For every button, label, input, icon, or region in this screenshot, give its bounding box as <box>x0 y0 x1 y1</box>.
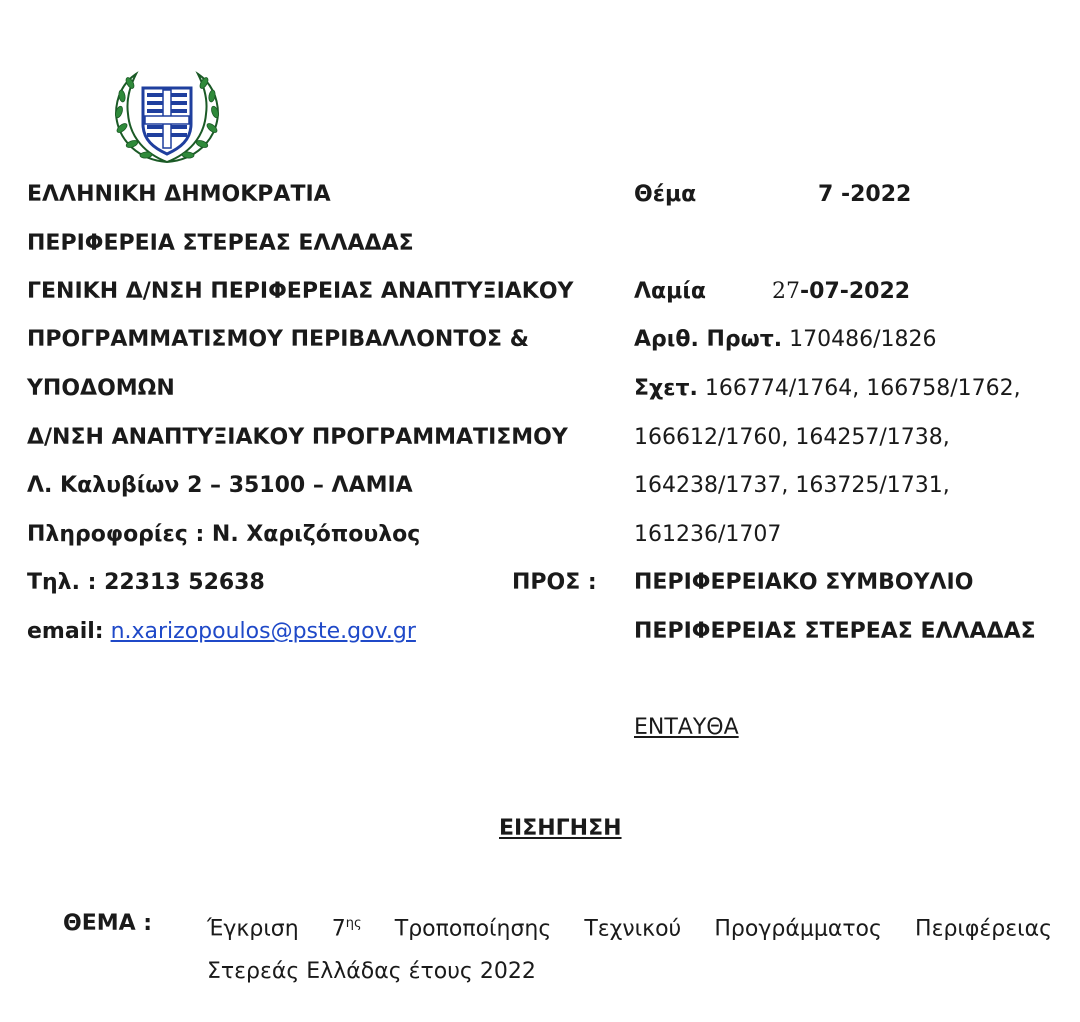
recipient-line-2: ΠΕΡΙΦΕΡΕΙΑΣ ΣΤΕΡΕΑΣ ΕΛΛΑΔΑΣ <box>634 619 1036 644</box>
recipient-line-1: ΠΕΡΙΦΕΡΕΙΑΚΟ ΣΥΜΒΟΥΛΙΟ <box>634 570 974 595</box>
date-day: 27 <box>772 279 800 304</box>
date-row <box>772 278 910 306</box>
info-contact: Πληροφορίες : Ν. Χαριζόπουλος <box>27 522 421 547</box>
subject-label: Θέμα <box>634 182 697 207</box>
related-line-4: 161236/1707 <box>634 522 782 547</box>
theme-text-part-2: Τροποποίησης Τεχνικού Προγράμματος Περιφέρειας <box>394 916 1052 942</box>
directorate-line-1: ΓΕΝΙΚΗ Δ/ΝΣΗ ΠΕΡΙΦΕΡΕΙΑΣ ΑΝΑΠΤΥΞΙΑΚΟΥ <box>27 279 574 304</box>
date-month-year: -07-2022 <box>800 279 911 304</box>
theme-text-line-2: Στερεάς Ελλάδας έτους 2022 <box>207 959 536 984</box>
related-line-3: 164238/1737, 163725/1731, <box>634 473 950 498</box>
protocol-number: 170486/1826 <box>789 327 937 352</box>
subject-value: 7 -2022 <box>818 182 912 207</box>
related-line-2: 166612/1760, 164257/1738, <box>634 425 950 450</box>
related-label: Σχετ. <box>634 376 698 401</box>
theme-text-part-1: Έγκριση 7 <box>207 916 346 942</box>
protocol-label: Αριθ. Πρωτ. <box>634 327 783 352</box>
recipient-location: ΕΝΤΑΥΘΑ <box>634 715 739 740</box>
phone: Τηλ. : 22313 52638 <box>27 570 265 595</box>
related-line-1: 166774/1764, 166758/1762, <box>704 376 1021 401</box>
country-name: ΕΛΛΗΝΙΚΗ ΔΗΜΟΚΡΑΤΙΑ <box>27 182 331 207</box>
email-link[interactable]: n.xarizopoulos@pste.gov.gr <box>110 619 416 644</box>
email-label: email: <box>27 619 104 644</box>
directorate-line-2: ΠΡΟΓΡΑΜΜΑΤΙΣΜΟΥ ΠΕΡΙΒΑΛΛΟΝΤΟΣ & <box>27 327 529 352</box>
hellenic-republic-emblem-icon <box>110 68 224 168</box>
to-label: ΠΡΟΣ : <box>512 570 597 595</box>
place-label: Λαμία <box>634 279 707 304</box>
address: Λ. Καλυβίων 2 – 35100 – ΛΑΜΙΑ <box>27 473 413 498</box>
theme-label: ΘΕΜΑ : <box>63 911 153 936</box>
related-row <box>634 375 1021 403</box>
region-name: ΠΕΡΙΦΕΡΕΙΑ ΣΤΕΡΕΑΣ ΕΛΛΑΔΑΣ <box>27 231 414 256</box>
theme-text-line-1 <box>207 910 1052 943</box>
department-name: Δ/ΝΣΗ ΑΝΑΠΤΥΞΙΑΚΟΥ ΠΡΟΓΡΑΜΜΑΤΙΣΜΟΥ <box>27 425 568 450</box>
email-row <box>27 618 416 646</box>
theme-superscript: ης <box>345 916 362 931</box>
protocol-row <box>634 326 937 354</box>
directorate-line-3: ΥΠΟΔΟΜΩΝ <box>27 376 175 401</box>
section-title: ΕΙΣΗΓΗΣΗ <box>499 816 622 841</box>
